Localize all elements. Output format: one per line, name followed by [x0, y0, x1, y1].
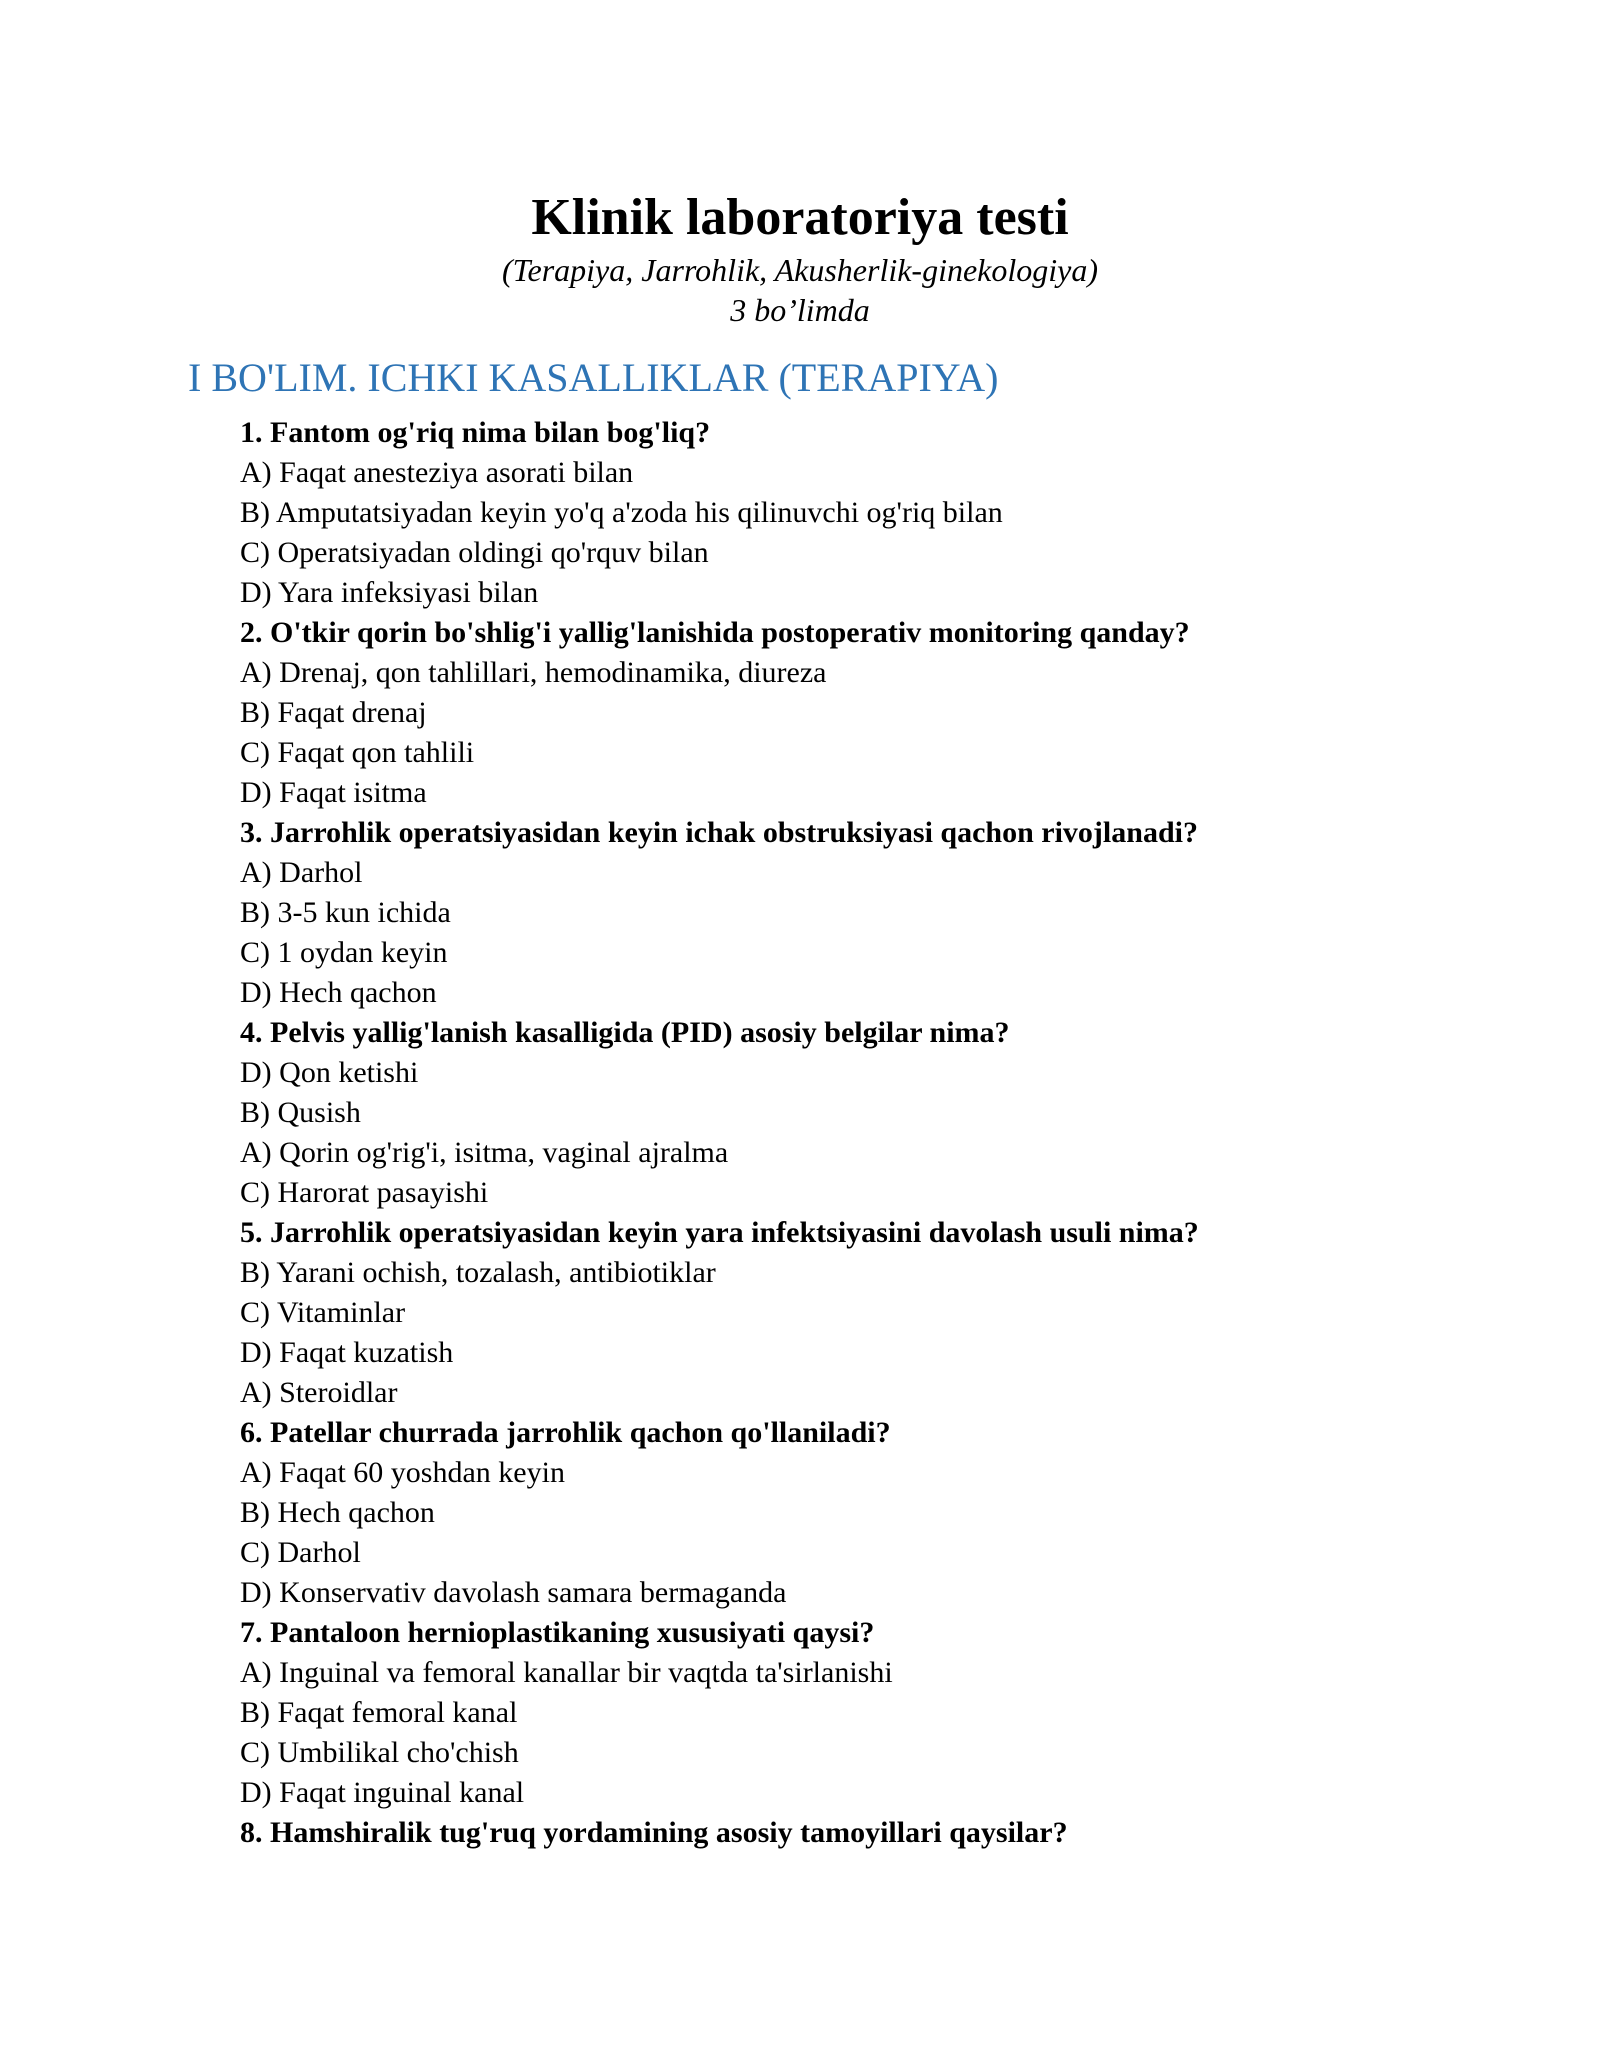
answer-option: D) Faqat kuzatish [240, 1336, 454, 1369]
question-list [240, 413, 1540, 1853]
section-heading: I BO'LIM. ICHKI KASALLIKLAR (TERAPIYA) [188, 355, 999, 400]
answer-option: B) Hech qachon [240, 1496, 435, 1529]
answer-option: C) Vitaminlar [240, 1296, 406, 1329]
answer-option: D) Yara infeksiyasi bilan [240, 576, 539, 609]
document-title: Klinik laboratoriya testi [531, 189, 1069, 246]
question-2 [240, 613, 1540, 813]
question-title: 8. Hamshiralik tug'ruq yordamining asosiy tamoyillari qaysilar? [240, 1816, 1068, 1849]
question-7 [240, 1613, 1540, 1813]
answer-option: B) Yarani ochish, tozalash, antibiotiklar [240, 1256, 716, 1289]
answer-option: A) Qorin og'rig'i, isitma, vaginal ajralma [240, 1136, 729, 1169]
question-title: 7. Pantaloon hernioplastikaning xususiyati qaysi? [240, 1616, 875, 1649]
question-title: 2. O'tkir qorin bo'shlig'i yallig'lanishida postoperativ monitoring qanday? [240, 616, 1190, 649]
answer-option: B) 3-5 kun ichida [240, 896, 451, 929]
answer-option: B) Qusish [240, 1096, 361, 1129]
answer-option: C) Darhol [240, 1536, 361, 1569]
answer-option: B) Faqat drenaj [240, 696, 427, 729]
question-title: 6. Patellar churrada jarrohlik qachon qo'llaniladi? [240, 1416, 891, 1449]
answer-option: A) Inguinal va femoral kanallar bir vaqtda ta'sirlanishi [240, 1656, 893, 1689]
answer-option: C) Operatsiyadan oldingi qo'rquv bilan [240, 536, 709, 569]
answer-option: B) Amputatsiyadan keyin yo'q a'zoda his qilinuvchi og'riq bilan [240, 496, 1003, 529]
answer-option: D) Qon ketishi [240, 1056, 419, 1089]
answer-option: D) Hech qachon [240, 976, 437, 1009]
question-8 [240, 1813, 1540, 1853]
question-3 [240, 813, 1540, 1013]
answer-option: C) Harorat pasayishi [240, 1176, 489, 1209]
answer-option: D) Faqat isitma [240, 776, 427, 809]
question-title: 3. Jarrohlik operatsiyasidan keyin ichak obstruksiyasi qachon rivojlanadi? [240, 816, 1198, 849]
answer-option: D) Konservativ davolash samara bermaganda [240, 1576, 787, 1609]
answer-option: C) 1 oydan keyin [240, 936, 448, 969]
answer-option: A) Steroidlar [240, 1376, 398, 1409]
answer-option: A) Faqat 60 yoshdan keyin [240, 1456, 565, 1489]
document-subtitle: (Terapiya, Jarrohlik, Akusherlik-ginekologiya) [501, 252, 1099, 288]
answer-option: D) Faqat inguinal kanal [240, 1776, 525, 1809]
answer-option: A) Darhol [240, 856, 363, 889]
question-title: 4. Pelvis yallig'lanish kasalligida (PID) asosiy belgilar nima? [240, 1016, 1010, 1049]
document-header [0, 186, 1600, 330]
answer-option: C) Faqat qon tahlili [240, 736, 475, 769]
document-parts-note: 3 bo’limda [730, 292, 870, 328]
question-5 [240, 1213, 1540, 1413]
answer-option: C) Umbilikal cho'chish [240, 1736, 519, 1769]
question-title: 1. Fantom og'riq nima bilan bog'liq? [240, 416, 711, 449]
question-6 [240, 1413, 1540, 1613]
answer-option: B) Faqat femoral kanal [240, 1696, 518, 1729]
question-4 [240, 1013, 1540, 1213]
answer-option: A) Drenaj, qon tahlillari, hemodinamika, diureza [240, 656, 827, 689]
question-1 [240, 413, 1540, 613]
answer-option: A) Faqat anesteziya asorati bilan [240, 456, 634, 489]
question-title: 5. Jarrohlik operatsiyasidan keyin yara infektsiyasini davolash usuli nima? [240, 1216, 1199, 1249]
